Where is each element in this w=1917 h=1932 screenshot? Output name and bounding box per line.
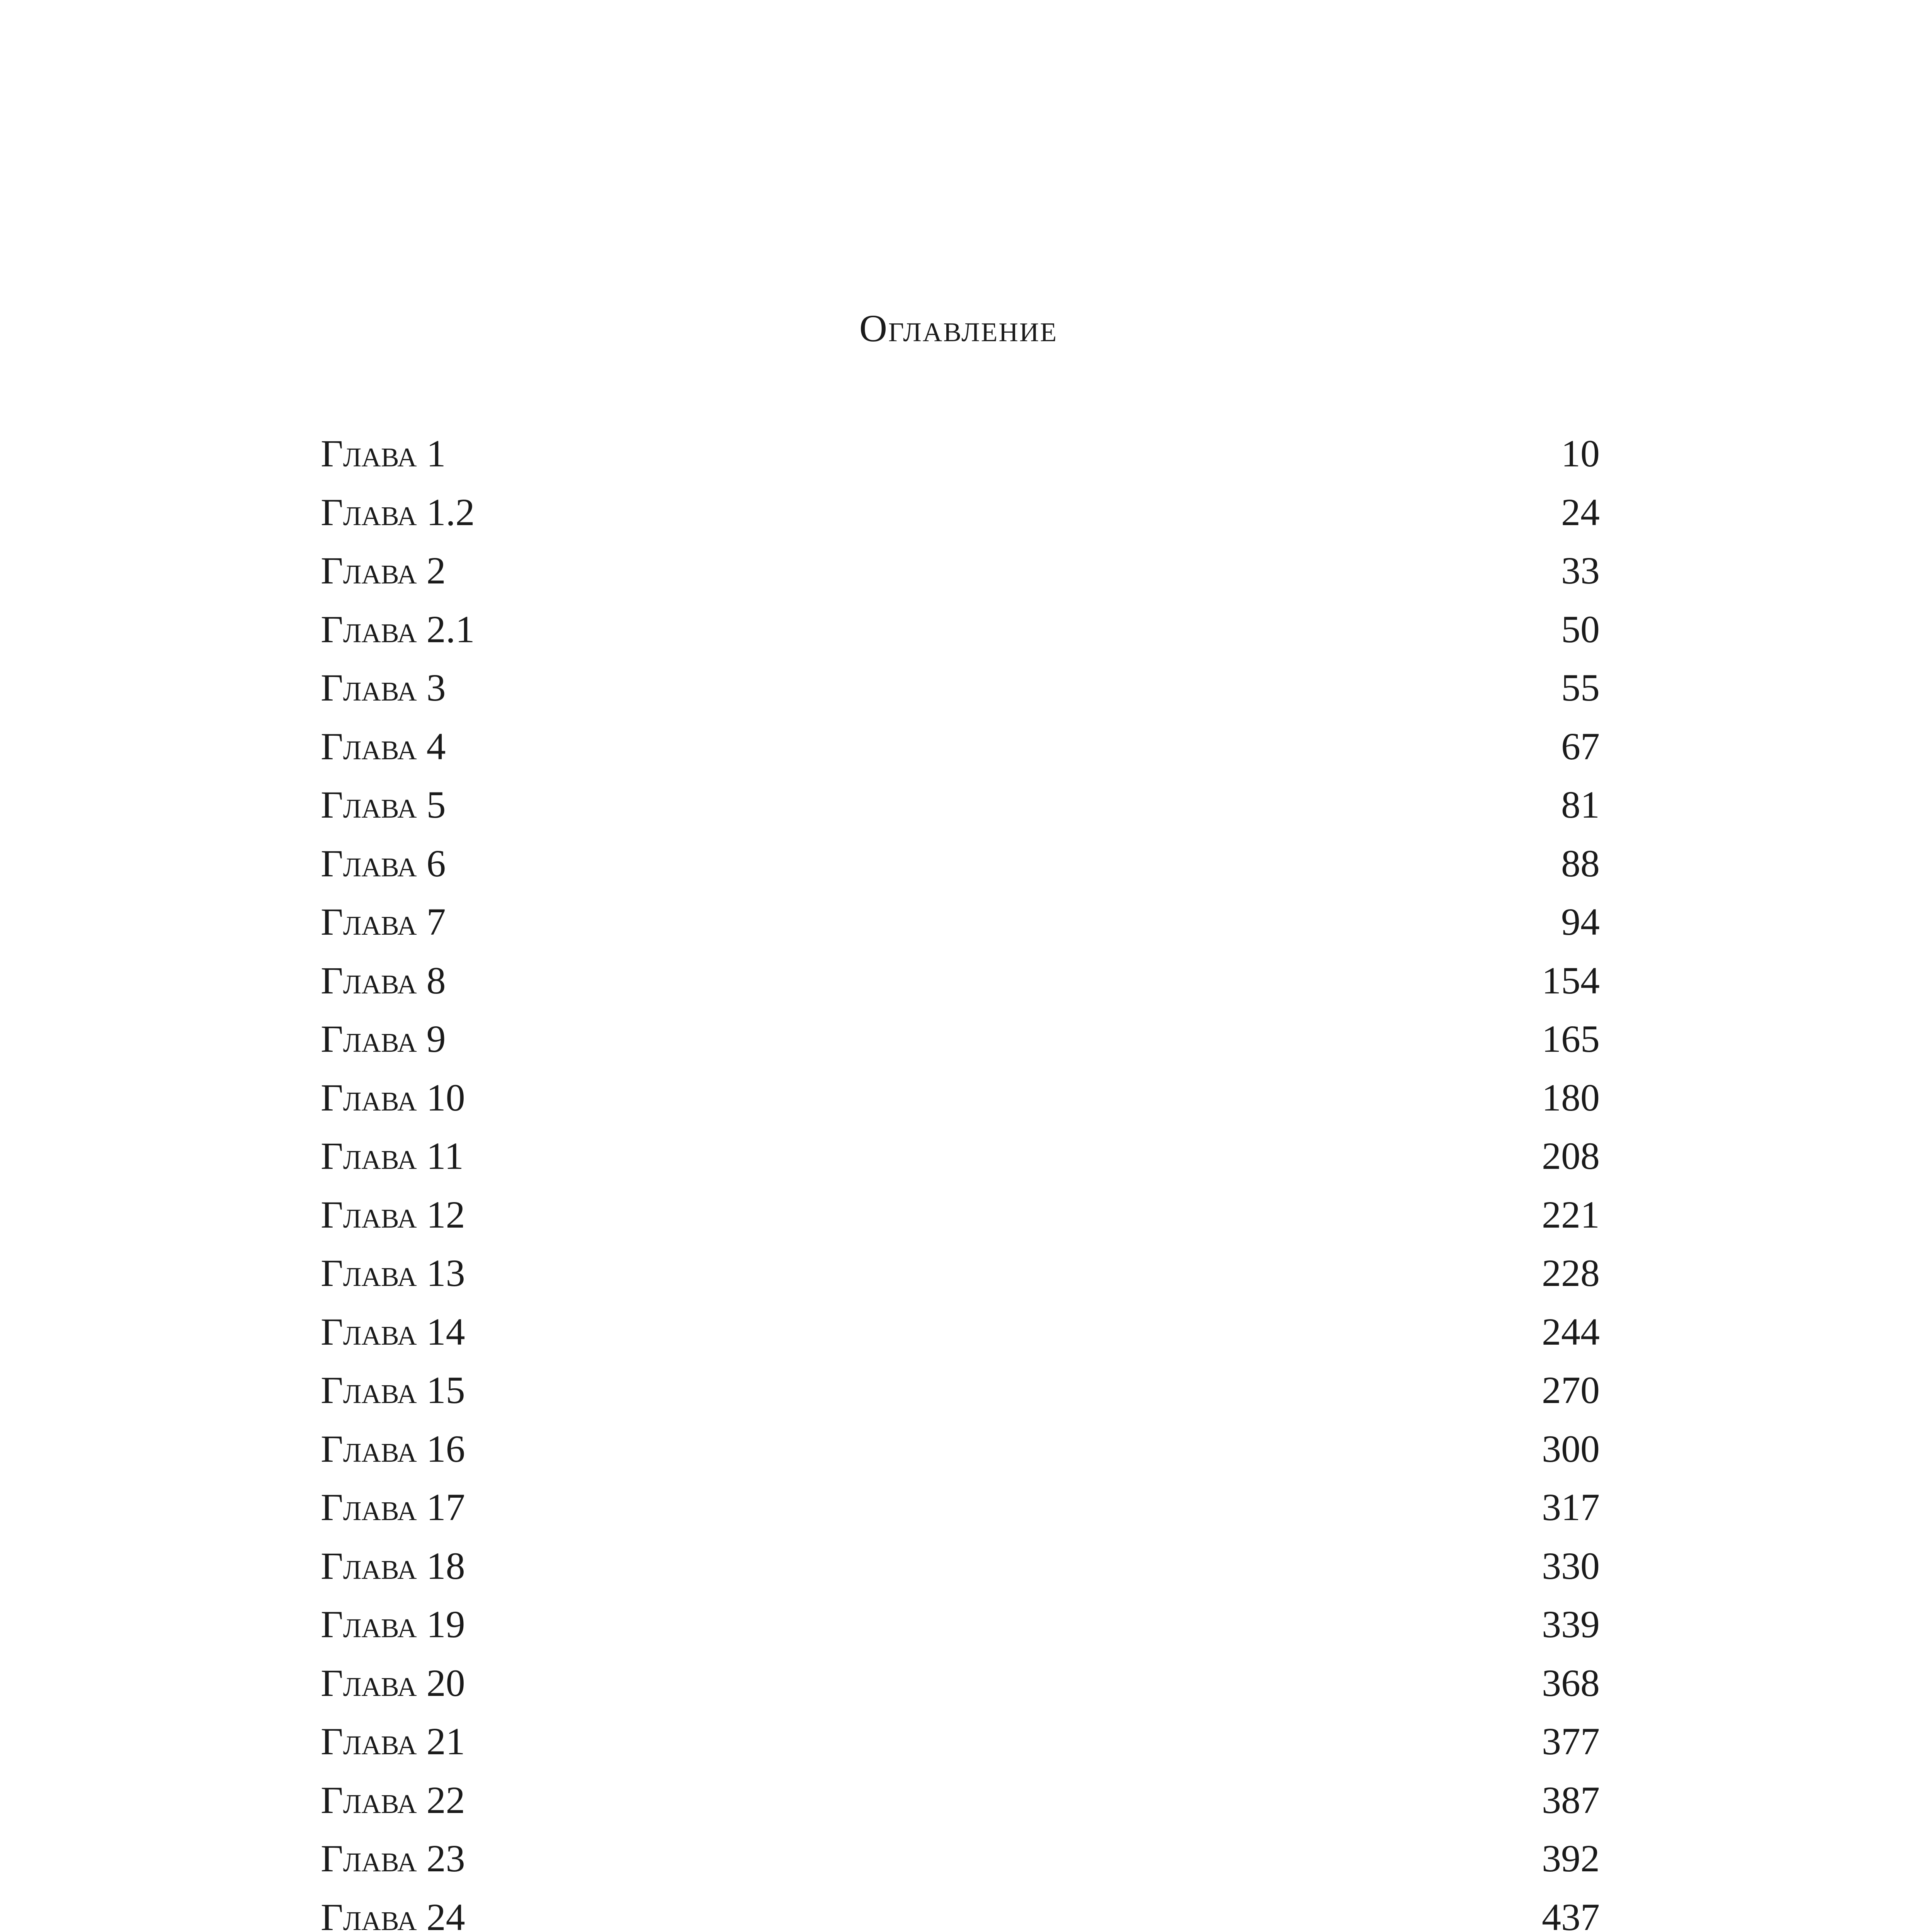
toc-entry-page: 24 (1561, 490, 1600, 534)
toc-entry-page: 221 (1542, 1193, 1600, 1236)
toc-entry-label: Глава 2.1 (321, 607, 475, 651)
toc-list (321, 424, 1600, 1932)
toc-entry[interactable] (321, 1888, 1600, 1932)
toc-entry[interactable] (321, 717, 1600, 776)
toc-entry-page: 270 (1542, 1369, 1600, 1412)
toc-entry-label: Глава 1.2 (321, 490, 475, 534)
toc-entry-page: 228 (1542, 1252, 1600, 1294)
toc-entry[interactable] (321, 483, 1600, 542)
toc-entry-page: 339 (1542, 1603, 1600, 1646)
toc-entry[interactable] (321, 951, 1600, 1010)
toc-entry-page: 244 (1542, 1310, 1600, 1353)
toc-entry-label: Глава 4 (321, 724, 446, 768)
toc-entry[interactable] (321, 541, 1600, 600)
toc-entry[interactable] (321, 1829, 1600, 1888)
toc-entry[interactable] (321, 424, 1600, 483)
toc-entry-label: Глава 5 (321, 783, 446, 826)
toc-entry[interactable] (321, 658, 1600, 717)
toc-entry-page: 94 (1561, 900, 1600, 943)
toc-entry-label: Глава 13 (321, 1252, 465, 1294)
toc-entry[interactable] (321, 1595, 1600, 1654)
toc-entry-label: Глава 14 (321, 1310, 465, 1353)
toc-entry-page: 180 (1542, 1076, 1600, 1119)
toc-entry-label: Глава 6 (321, 842, 446, 885)
toc-entry-label: Глава 12 (321, 1193, 465, 1236)
toc-entry[interactable] (321, 600, 1600, 659)
toc-entry-label: Глава 7 (321, 900, 446, 943)
toc-entry-page: 317 (1542, 1486, 1600, 1529)
toc-entry-page: 392 (1542, 1837, 1600, 1880)
toc-entry-label: Глава 17 (321, 1486, 465, 1529)
toc-entry-page: 330 (1542, 1544, 1600, 1587)
toc-entry-page: 208 (1542, 1134, 1600, 1177)
toc-entry-page: 81 (1561, 783, 1600, 826)
toc-entry-label: Глава 22 (321, 1778, 465, 1821)
toc-entry-page: 368 (1542, 1661, 1600, 1704)
toc-entry-label: Глава 19 (321, 1603, 465, 1646)
toc-entry-page: 165 (1542, 1017, 1600, 1060)
toc-entry[interactable] (321, 1712, 1600, 1771)
toc-entry[interactable] (321, 1303, 1600, 1361)
toc-entry[interactable] (321, 1068, 1600, 1127)
toc-entry[interactable] (321, 1537, 1600, 1595)
toc-entry-page: 50 (1561, 607, 1600, 651)
toc-entry[interactable] (321, 834, 1600, 893)
toc-title: Оглавление (859, 307, 1058, 350)
toc-entry-label: Глава 8 (321, 959, 446, 1002)
toc-entry-page: 387 (1542, 1778, 1600, 1821)
toc-entry-page: 377 (1542, 1720, 1600, 1763)
toc-entry[interactable] (321, 1771, 1600, 1830)
toc-entry-label: Глава 21 (321, 1720, 465, 1763)
toc-entry-label: Глава 1 (321, 432, 446, 475)
toc-entry-page: 33 (1561, 549, 1600, 592)
toc-entry[interactable] (321, 776, 1600, 834)
toc-entry-label: Глава 9 (321, 1017, 446, 1060)
toc-entry[interactable] (321, 1654, 1600, 1713)
toc-entry-label: Глава 18 (321, 1544, 465, 1587)
toc-entry[interactable] (321, 893, 1600, 951)
toc-entry-label: Глава 15 (321, 1369, 465, 1412)
toc-entry-page: 154 (1542, 959, 1600, 1002)
toc-entry-label: Глава 11 (321, 1134, 464, 1177)
toc-entry[interactable] (321, 1244, 1600, 1303)
toc-entry-page: 10 (1561, 432, 1600, 475)
toc-entry[interactable] (321, 1420, 1600, 1478)
toc-entry[interactable] (321, 1185, 1600, 1244)
toc-entry-label: Глава 10 (321, 1076, 465, 1119)
toc-entry-label: Глава 16 (321, 1427, 465, 1470)
toc-entry-page: 300 (1542, 1427, 1600, 1470)
toc-entry-label: Глава 24 (321, 1895, 465, 1932)
toc-entry-label: Глава 3 (321, 666, 446, 709)
toc-entry-page: 88 (1561, 842, 1600, 885)
toc-entry-page: 437 (1542, 1895, 1600, 1932)
toc-entry-label: Глава 2 (321, 549, 446, 592)
toc-entry[interactable] (321, 1478, 1600, 1537)
toc-entry[interactable] (321, 1010, 1600, 1068)
toc-entry-page: 67 (1561, 724, 1600, 768)
toc-entry-label: Глава 23 (321, 1837, 465, 1880)
toc-entry[interactable] (321, 1361, 1600, 1420)
toc-entry[interactable] (321, 1127, 1600, 1185)
toc-entry-label: Глава 20 (321, 1661, 465, 1704)
toc-entry-page: 55 (1561, 666, 1600, 709)
